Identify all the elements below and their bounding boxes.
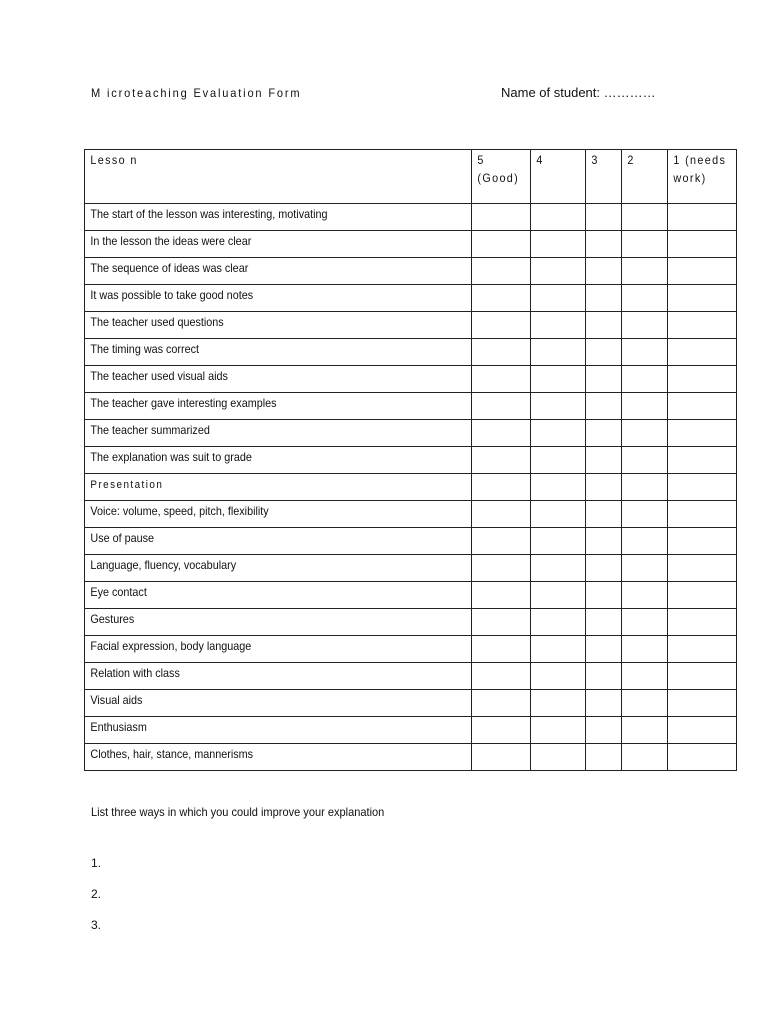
score-cell-2[interactable]: [622, 582, 668, 609]
score-cell-5[interactable]: [472, 636, 531, 663]
table-row: [85, 393, 737, 420]
score-cell-2[interactable]: [622, 312, 668, 339]
header-score-2: 2: [622, 150, 668, 204]
list-item-1: 1.: [91, 856, 102, 870]
score-cell-5[interactable]: [472, 204, 531, 231]
score-cell-1[interactable]: [668, 690, 737, 717]
table-row: [85, 231, 737, 258]
score-cell-4[interactable]: [531, 339, 586, 366]
criterion-label: The teacher summarized: [90, 423, 210, 437]
criterion-label: The explanation was suit to grade: [90, 450, 252, 464]
table-row: [85, 636, 737, 663]
score-cell-3[interactable]: [586, 393, 622, 420]
table-body: [85, 204, 737, 771]
score-cell-1[interactable]: [668, 717, 737, 744]
score-cell-5[interactable]: [472, 420, 531, 447]
score-cell-1[interactable]: [668, 285, 737, 312]
score-cell-4[interactable]: [531, 231, 586, 258]
score-cell-3[interactable]: [586, 312, 622, 339]
table-row: [85, 663, 737, 690]
score-cell-4[interactable]: [531, 690, 586, 717]
score-cell-3[interactable]: [586, 258, 622, 285]
score-cell-1[interactable]: [668, 609, 737, 636]
evaluation-table: [84, 149, 737, 771]
score-cell-1[interactable]: [668, 366, 737, 393]
score-cell-2[interactable]: [622, 609, 668, 636]
header-score-1: 1 (needs work): [668, 150, 737, 204]
score-cell-5[interactable]: [472, 609, 531, 636]
criterion-cell: [85, 258, 472, 285]
criterion-label: Eye contact: [90, 585, 147, 599]
criterion-label: The teacher used questions: [90, 315, 224, 329]
score-cell-3[interactable]: [586, 690, 622, 717]
criterion-cell: [85, 420, 472, 447]
score-cell-2[interactable]: [622, 204, 668, 231]
score-cell-3[interactable]: [586, 636, 622, 663]
score-cell-5[interactable]: [472, 474, 531, 501]
score-cell-5[interactable]: [472, 393, 531, 420]
criterion-cell: [85, 717, 472, 744]
score-cell-1[interactable]: [668, 528, 737, 555]
criterion-cell: [85, 447, 472, 474]
score-cell-4[interactable]: [531, 636, 586, 663]
score-cell-2[interactable]: [622, 717, 668, 744]
table-row: [85, 339, 737, 366]
table-row: [85, 312, 737, 339]
criterion-label: In the lesson the ideas were clear: [90, 234, 252, 248]
criterion-label: Gestures: [90, 612, 135, 626]
score-cell-4[interactable]: [531, 393, 586, 420]
header-lesson: Lesso n: [85, 150, 472, 204]
score-cell-4[interactable]: [531, 528, 586, 555]
score-cell-1[interactable]: [668, 339, 737, 366]
score-cell-3[interactable]: [586, 582, 622, 609]
score-cell-1[interactable]: [668, 231, 737, 258]
score-cell-5[interactable]: [472, 501, 531, 528]
score-cell-5[interactable]: [472, 447, 531, 474]
score-cell-1[interactable]: [668, 204, 737, 231]
score-cell-1[interactable]: [668, 636, 737, 663]
criterion-cell: [85, 690, 472, 717]
score-cell-2[interactable]: [622, 636, 668, 663]
score-cell-4[interactable]: [531, 204, 586, 231]
score-cell-2[interactable]: [622, 663, 668, 690]
table-row: [85, 609, 737, 636]
score-cell-2[interactable]: [622, 339, 668, 366]
score-cell-4[interactable]: [531, 744, 586, 771]
score-cell-4[interactable]: [531, 663, 586, 690]
score-cell-2[interactable]: [622, 501, 668, 528]
student-name-label: Name of student:: [501, 85, 604, 100]
table-row: [85, 528, 737, 555]
criterion-cell: [85, 204, 472, 231]
score-cell-4[interactable]: [531, 555, 586, 582]
score-cell-3[interactable]: [586, 474, 622, 501]
score-cell-2[interactable]: [622, 231, 668, 258]
criterion-label: Relation with class: [90, 666, 180, 680]
score-cell-3[interactable]: [586, 366, 622, 393]
criterion-cell: [85, 636, 472, 663]
criterion-cell: [85, 501, 472, 528]
score-cell-5[interactable]: [472, 339, 531, 366]
score-cell-4[interactable]: [531, 582, 586, 609]
criterion-label: Presentation: [90, 479, 164, 491]
criterion-label: The sequence of ideas was clear: [90, 261, 249, 275]
score-cell-3[interactable]: [586, 339, 622, 366]
table-row: [85, 258, 737, 285]
criterion-label: Language, fluency, vocabulary: [90, 558, 237, 572]
score-cell-5[interactable]: [472, 690, 531, 717]
score-cell-3[interactable]: [586, 420, 622, 447]
criterion-label: Enthusiasm: [90, 720, 147, 734]
table-row: [85, 582, 737, 609]
score-cell-2[interactable]: [622, 366, 668, 393]
score-cell-1[interactable]: [668, 582, 737, 609]
score-cell-2[interactable]: [622, 744, 668, 771]
score-cell-4[interactable]: [531, 447, 586, 474]
criterion-cell: [85, 393, 472, 420]
score-cell-5[interactable]: [472, 717, 531, 744]
score-cell-5[interactable]: [472, 366, 531, 393]
score-cell-1[interactable]: [668, 663, 737, 690]
score-cell-5[interactable]: [472, 582, 531, 609]
list-item-3: 3.: [91, 918, 102, 932]
score-cell-3[interactable]: [586, 231, 622, 258]
score-cell-3[interactable]: [586, 285, 622, 312]
criterion-label: The start of the lesson was interesting, motivating: [90, 207, 328, 221]
criterion-cell: [85, 663, 472, 690]
table-row: [85, 420, 737, 447]
criterion-cell: [85, 582, 472, 609]
criterion-label: The teacher gave interesting examples: [90, 396, 277, 410]
criterion-label: Use of pause: [90, 531, 155, 545]
score-cell-1[interactable]: [668, 258, 737, 285]
score-cell-5[interactable]: [472, 528, 531, 555]
criterion-label: Facial expression, body language: [90, 639, 252, 653]
score-cell-4[interactable]: [531, 258, 586, 285]
score-cell-5[interactable]: [472, 258, 531, 285]
score-cell-2[interactable]: [622, 447, 668, 474]
student-name-field: [501, 85, 656, 100]
table-row: [85, 744, 737, 771]
criterion-cell: [85, 231, 472, 258]
score-cell-1[interactable]: [668, 447, 737, 474]
score-cell-5[interactable]: [472, 555, 531, 582]
table-row: [85, 717, 737, 744]
score-cell-1[interactable]: [668, 744, 737, 771]
criterion-cell: [85, 609, 472, 636]
score-cell-4[interactable]: [531, 609, 586, 636]
table-row: [85, 474, 737, 501]
table-row: [85, 555, 737, 582]
improvement-prompt: List three ways in which you could improve your explanation: [91, 805, 385, 819]
score-cell-5[interactable]: [472, 663, 531, 690]
score-cell-4[interactable]: [531, 366, 586, 393]
table-row: [85, 204, 737, 231]
criterion-label: It was possible to take good notes: [90, 288, 254, 302]
criterion-cell: [85, 744, 472, 771]
score-cell-5[interactable]: [472, 312, 531, 339]
score-cell-1[interactable]: [668, 501, 737, 528]
score-cell-3[interactable]: [586, 447, 622, 474]
criterion-cell: [85, 366, 472, 393]
score-cell-1[interactable]: [668, 555, 737, 582]
score-cell-5[interactable]: [472, 285, 531, 312]
score-cell-4[interactable]: [531, 420, 586, 447]
score-cell-2[interactable]: [622, 393, 668, 420]
score-cell-3[interactable]: [586, 528, 622, 555]
score-cell-1[interactable]: [668, 393, 737, 420]
score-cell-4[interactable]: [531, 285, 586, 312]
table-row: [85, 501, 737, 528]
criterion-cell: [85, 528, 472, 555]
criterion-label: The timing was correct: [90, 342, 200, 356]
score-cell-5[interactable]: [472, 744, 531, 771]
score-cell-3[interactable]: [586, 663, 622, 690]
header-score-5: 5 (Good): [472, 150, 531, 204]
criterion-cell: [85, 285, 472, 312]
criterion-label: Clothes, hair, stance, mannerisms: [90, 747, 254, 761]
table-row: [85, 366, 737, 393]
criterion-label: Voice: volume, speed, pitch, flexibility: [90, 504, 269, 518]
student-name-value: …………: [603, 85, 656, 100]
criterion-label: The teacher used visual aids: [90, 369, 228, 383]
score-cell-4[interactable]: [531, 717, 586, 744]
score-cell-1[interactable]: [668, 420, 737, 447]
score-cell-2[interactable]: [622, 420, 668, 447]
table-row: [85, 447, 737, 474]
header-score-3: 3: [586, 150, 622, 204]
score-cell-4[interactable]: [531, 501, 586, 528]
score-cell-4[interactable]: [531, 312, 586, 339]
score-cell-4[interactable]: [531, 474, 586, 501]
score-cell-2[interactable]: [622, 474, 668, 501]
score-cell-2[interactable]: [622, 555, 668, 582]
score-cell-1[interactable]: [668, 474, 737, 501]
form-title: M icroteaching Evaluation Form: [91, 86, 302, 100]
score-cell-2[interactable]: [622, 690, 668, 717]
list-item-2: 2.: [91, 887, 102, 901]
score-cell-3[interactable]: [586, 609, 622, 636]
score-cell-3[interactable]: [586, 501, 622, 528]
score-cell-5[interactable]: [472, 231, 531, 258]
score-cell-2[interactable]: [622, 285, 668, 312]
criterion-label: Visual aids: [90, 693, 143, 707]
score-cell-3[interactable]: [586, 717, 622, 744]
score-cell-2[interactable]: [622, 528, 668, 555]
table-row: [85, 285, 737, 312]
table-header-row: [85, 150, 737, 204]
score-cell-3[interactable]: [586, 744, 622, 771]
criterion-cell: [85, 474, 472, 501]
score-cell-1[interactable]: [668, 312, 737, 339]
score-cell-3[interactable]: [586, 204, 622, 231]
criterion-cell: [85, 339, 472, 366]
table-row: [85, 690, 737, 717]
criterion-cell: [85, 312, 472, 339]
criterion-cell: [85, 555, 472, 582]
header-score-4: 4: [531, 150, 586, 204]
score-cell-2[interactable]: [622, 258, 668, 285]
score-cell-3[interactable]: [586, 555, 622, 582]
